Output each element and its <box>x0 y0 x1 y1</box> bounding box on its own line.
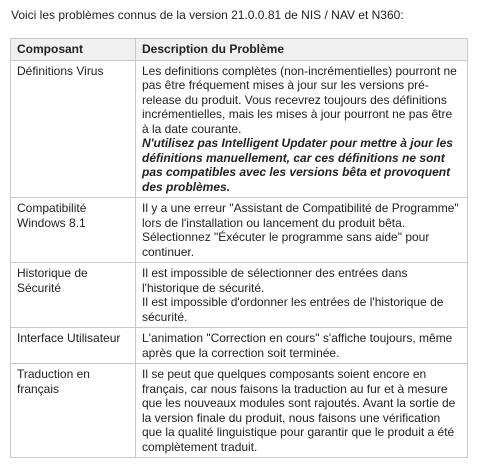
row-component: Interface Utilisateur <box>11 328 136 364</box>
row-component: Historique de Sécurité <box>11 263 136 328</box>
row-component: Définitions Virus <box>11 60 136 198</box>
header-component: Composant <box>11 39 136 61</box>
description-paragraph: Il est impossible d'ordonner les entrées de l'historique de sécurité. <box>142 295 444 324</box>
description-paragraph: Les definitions complètes (non-incrémentielles) pourront ne pas être fréquement mises à jour sur les versions pré-release du produit. Vous recevrez toujours des définitions incrémentielles, mais les mises à jour pourront ne pas être à la date courante. <box>142 63 457 136</box>
row-description <box>136 328 468 364</box>
intro-text: Voici les problèmes connus de la version 21.0.0.81 de NIS / NAV et N360: <box>11 8 404 22</box>
row-description <box>136 263 468 328</box>
description-paragraph: L'animation "Correction en cours" s'affiche toujours, même après que la correction soit terminée. <box>142 331 453 360</box>
table-row <box>11 60 468 198</box>
table-row <box>11 263 468 328</box>
known-issues-table <box>10 38 468 458</box>
description-paragraph: Il y a une erreur "Assistant de Compatibilité de Programme" lors de l'installation ou lancement du produit bêta. Sélectionnez "Éxécuter le programme sans aide" pour continuer. <box>142 201 459 259</box>
row-component: Compatibilité Windows 8.1 <box>11 198 136 263</box>
row-description <box>136 198 468 263</box>
table-row <box>11 328 468 364</box>
row-component: Traduction en français <box>11 364 136 458</box>
row-description <box>136 60 468 198</box>
header-description: Description du Problème <box>136 39 468 61</box>
table-row <box>11 364 468 458</box>
table-header-row <box>11 39 468 61</box>
description-warning-note: N'utilisez pas Intelligent Updater pour mettre à jour les définitions manuellement, car ces définitions ne sont pas compatibles avec les versions bêta et provoquent des problèmes. <box>142 136 453 194</box>
description-paragraph: Il est impossible de sélectionner des entrées dans l'historique de sécurité. <box>142 266 408 295</box>
description-paragraph: Il se peut que quelques composants soient encore en français, car nous faisons la traduction au fur et à mesure que les nouveaux modules sont rajoutés. Avant la sortie de la version finale du produit, nous faisons une vérification que la qualité linguistique pour garantir que le produit a été complètement traduit. <box>142 367 456 454</box>
row-description <box>136 364 468 458</box>
table-row <box>11 198 468 263</box>
